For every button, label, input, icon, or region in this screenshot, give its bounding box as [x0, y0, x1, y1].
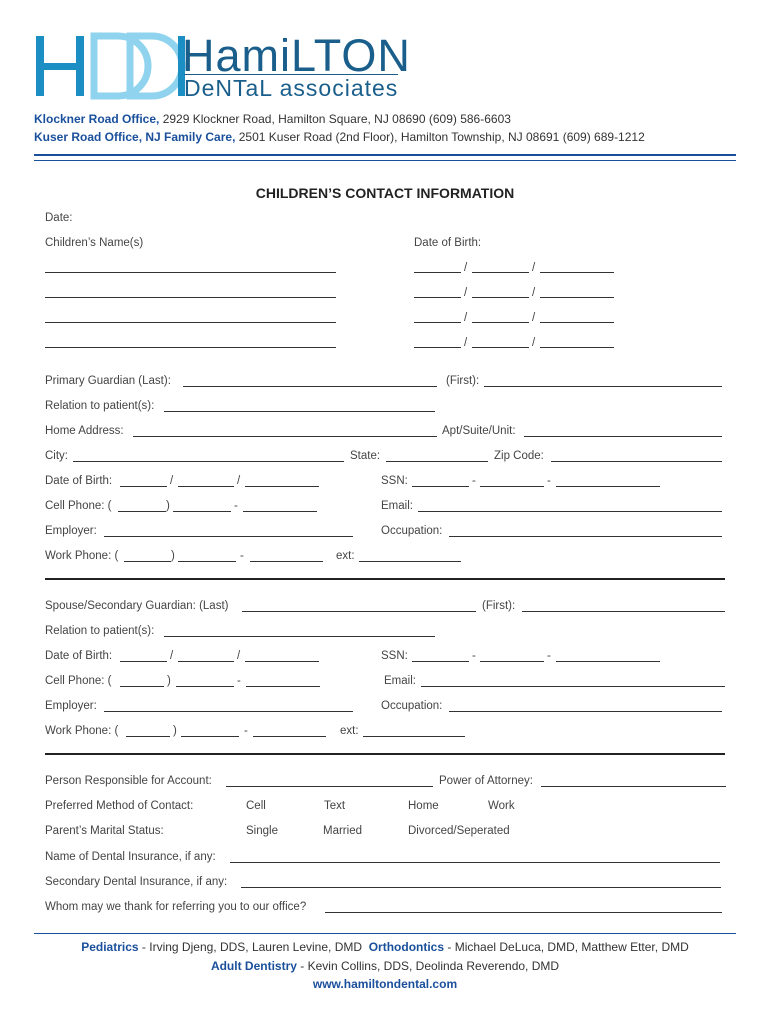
logo-name: HamiLTON — [182, 30, 411, 81]
secondary-ssn-label: SSN: — [381, 650, 408, 662]
footer-website[interactable]: www.hamiltondental.com — [312, 977, 458, 991]
apt-field[interactable] — [524, 436, 722, 437]
responsible-label: Person Responsible for Account: — [45, 775, 212, 787]
primary-dob-label: Date of Birth: — [45, 475, 113, 487]
secondary-relation-field[interactable] — [164, 636, 435, 637]
insurance-field[interactable] — [230, 862, 720, 863]
office-klockner — [34, 112, 511, 126]
logo-subtitle: DeNTaL associates — [184, 75, 399, 101]
contact-option-home[interactable]: Home — [408, 800, 439, 812]
dob-slash: / — [464, 287, 468, 299]
marital-label: Parent’s Marital Status: — [45, 825, 164, 837]
footer-adult: Adult Dentistry — [210, 959, 297, 973]
contact-option-text[interactable]: Text — [324, 800, 346, 812]
state-label: State: — [350, 450, 381, 462]
logo-monogram-icon — [32, 30, 187, 102]
footer-divider — [34, 933, 736, 934]
zip-field[interactable] — [551, 461, 722, 462]
dob-slash: / — [464, 262, 468, 274]
primary-employer-field[interactable] — [104, 536, 353, 537]
dob-slash: / — [464, 337, 468, 349]
footer-orthodontics: Orthodontics — [368, 940, 445, 954]
primary-employer-label: Employer: — [45, 525, 97, 537]
secondary-ext-label: ext: — [340, 725, 359, 737]
office-kuser-name: Kuser Road Office, NJ Family Care, — [34, 130, 236, 144]
primary-guardian-label: Primary Guardian (Last): — [45, 375, 171, 387]
poa-field[interactable] — [541, 786, 726, 787]
secondary-occupation-label: Occupation: — [381, 700, 443, 712]
secondary-last-field[interactable] — [242, 611, 476, 612]
secondary-relation-label: Relation to patient(s): — [45, 625, 155, 637]
dob-slash: / — [237, 650, 241, 662]
date-of-birth-label: Date of Birth: — [414, 237, 482, 249]
child-name-field-3[interactable] — [45, 322, 336, 323]
primary-occupation-label: Occupation: — [381, 525, 443, 537]
secondary-first-label: (First): — [482, 600, 516, 612]
primary-ext-label: ext: — [336, 550, 355, 562]
primary-ssn-label: SSN: — [381, 475, 408, 487]
footer-line-2 — [0, 959, 770, 973]
referral-label: Whom may we thank for referring you to our office? — [45, 901, 307, 913]
footer-pediatrics: Pediatrics — [81, 940, 139, 954]
home-address-label: Home Address: — [45, 425, 124, 437]
primary-occupation-field[interactable] — [449, 536, 722, 537]
form-title: CHILDREN’S CONTACT INFORMATION — [255, 185, 515, 201]
section-divider-2 — [45, 753, 725, 755]
footer-adult-docs: - Kevin Collins, DDS, Deolinda Reverendo, DMD — [296, 959, 560, 973]
apt-label: Apt/Suite/Unit: — [442, 425, 516, 437]
primary-first-label: (First): — [446, 375, 480, 387]
contact-option-work[interactable]: Work — [488, 800, 515, 812]
footer-pediatrics-docs: - Irving Djeng, DDS, Lauren Levine, DMD — [138, 940, 363, 954]
office-klockner-name: Klockner Road Office, — [34, 112, 160, 126]
secondary-work-label: Work Phone: ( — [45, 725, 119, 737]
primary-email-field[interactable] — [418, 511, 722, 512]
child-name-field-1[interactable] — [45, 272, 336, 273]
zip-label: Zip Code: — [494, 450, 544, 462]
office-kuser — [34, 130, 645, 144]
primary-first-field[interactable] — [484, 386, 722, 387]
secondary-insurance-field[interactable] — [241, 887, 721, 888]
secondary-employer-field[interactable] — [104, 711, 353, 712]
primary-relation-field[interactable] — [164, 411, 435, 412]
marital-option-divorced[interactable]: Divorced/Seperated — [408, 825, 510, 837]
secondary-guardian-label: Spouse/Secondary Guardian: (Last) — [45, 600, 229, 612]
city-field[interactable] — [73, 461, 344, 462]
contact-option-cell[interactable]: Cell — [246, 800, 266, 812]
dob-slash: / — [170, 650, 174, 662]
footer-line-1 — [0, 940, 770, 954]
marital-option-single[interactable]: Single — [246, 825, 278, 837]
secondary-cell-label: Cell Phone: ( — [45, 675, 112, 687]
dob-slash: / — [532, 287, 536, 299]
primary-email-label: Email: — [381, 500, 413, 512]
secondary-occupation-field[interactable] — [449, 711, 722, 712]
primary-work-label: Work Phone: ( — [45, 550, 119, 562]
footer-orthodontics-docs: - Michael DeLuca, DMD, Matthew Etter, DMD — [444, 940, 689, 954]
section-divider-1 — [45, 578, 725, 580]
home-address-field[interactable] — [133, 436, 437, 437]
secondary-ext-field[interactable] — [363, 736, 465, 737]
office-kuser-address: 2501 Kuser Road (2nd Floor), Hamilton Township, NJ 08691 (609) 689-1212 — [235, 130, 645, 144]
secondary-first-field[interactable] — [522, 611, 725, 612]
referral-field[interactable] — [325, 912, 722, 913]
primary-ext-field[interactable] — [359, 561, 461, 562]
children-names-label: Children’s Name(s) — [45, 237, 144, 249]
primary-last-field[interactable] — [183, 386, 437, 387]
responsible-field[interactable] — [226, 786, 433, 787]
header-divider-thin — [34, 160, 736, 161]
dob-slash: / — [532, 337, 536, 349]
secondary-insurance-label: Secondary Dental Insurance, if any: — [45, 876, 228, 888]
secondary-employer-label: Employer: — [45, 700, 97, 712]
city-label: City: — [45, 450, 68, 462]
contact-method-label: Preferred Method of Contact: — [45, 800, 194, 812]
office-klockner-address: 2929 Klockner Road, Hamilton Square, NJ 08690 (609) 586-6603 — [159, 112, 511, 126]
marital-option-married[interactable]: Married — [323, 825, 362, 837]
poa-label: Power of Attorney: — [439, 775, 533, 787]
primary-relation-label: Relation to patient(s): — [45, 400, 155, 412]
dob-slash: / — [464, 312, 468, 324]
dob-slash: / — [532, 262, 536, 274]
header-divider — [34, 154, 736, 156]
date-label: Date: — [45, 212, 73, 224]
logo — [32, 30, 462, 102]
dob-slash: / — [532, 312, 536, 324]
primary-cell-label: Cell Phone: ( — [45, 500, 112, 512]
secondary-dob-label: Date of Birth: — [45, 650, 113, 662]
insurance-label: Name of Dental Insurance, if any: — [45, 851, 216, 863]
secondary-email-field[interactable] — [421, 686, 725, 687]
secondary-email-label: Email: — [384, 675, 416, 687]
dob-slash: / — [170, 475, 174, 487]
dob-slash: / — [237, 475, 241, 487]
child-name-field-2[interactable] — [45, 297, 336, 298]
child-name-field-4[interactable] — [45, 347, 336, 348]
state-field[interactable] — [386, 461, 488, 462]
